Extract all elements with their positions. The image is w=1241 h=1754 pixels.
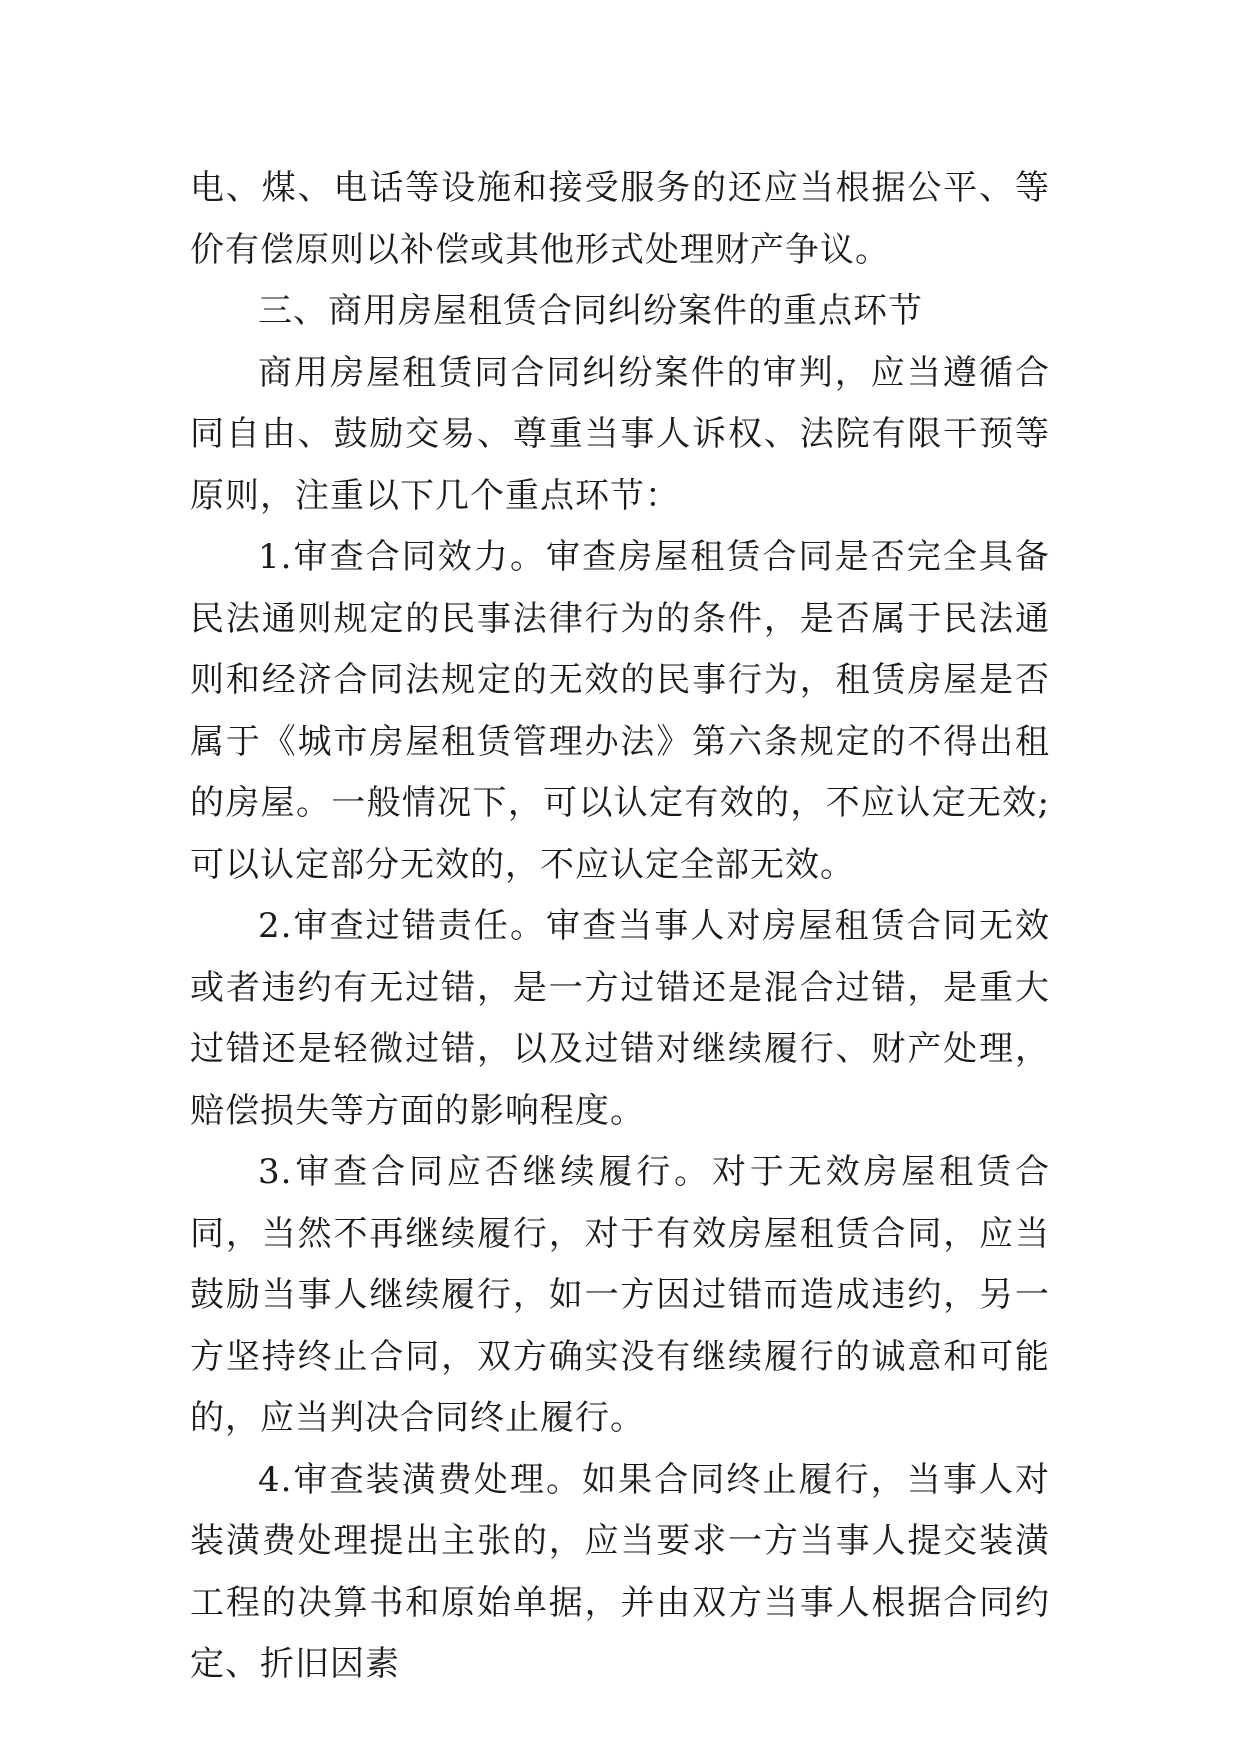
paragraph-continuation: 电、煤、电话等设施和接受服务的还应当根据公平、等价有偿原则以补偿或其他形式处理财产争议。 <box>190 168 1050 270</box>
paragraph-item-2: 2.审查过错责任。审查当事人对房屋租赁合同无效或者违约有无过错，是一方过错还是混合过错，是重大过错还是轻微过错，以及过错对继续履行、财产处理，赔偿损失等方面的影响程度。 <box>190 906 1050 1131</box>
paragraph-item-4: 4.审查装潢费处理。如果合同终止履行，当事人对装潢费处理提出主张的，应当要求一方当事人提交装潢工程的决算书和原始单据，并由双方当事人根据合同约定、折旧因素 <box>190 1459 1050 1684</box>
paragraph-intro: 商用房屋租赁同合同纠纷案件的审判，应当遵循合同自由、鼓励交易、尊重当事人诉权、法院有限干预等原则，注重以下几个重点环节： <box>190 352 1050 516</box>
document-body <box>190 158 1050 1696</box>
paragraph-item-1: 1.审查合同效力。审查房屋租赁合同是否完全具备民法通则规定的民事法律行为的条件，是否属于民法通则和经济合同法规定的无效的民事行为，租赁房屋是否属于《城市房屋租赁管理办法》第六条规定的不得出租的房屋。一般情况下，可以认定有效的，不应认定无效;可以认定部分无效的，不应认定全部无效。 <box>190 537 1050 885</box>
section-heading: 三、商用房屋租赁合同纠纷案件的重点环节 <box>258 291 923 331</box>
paragraph-item-3: 3.审查合同应否继续履行。对于无效房屋租赁合同，当然不再继续履行，对于有效房屋租赁合同，应当鼓励当事人继续履行，如一方因过错而造成违约，另一方坚持终止合同，双方确实没有继续履行的诚意和可能的，应当判决合同终止履行。 <box>190 1152 1050 1438</box>
